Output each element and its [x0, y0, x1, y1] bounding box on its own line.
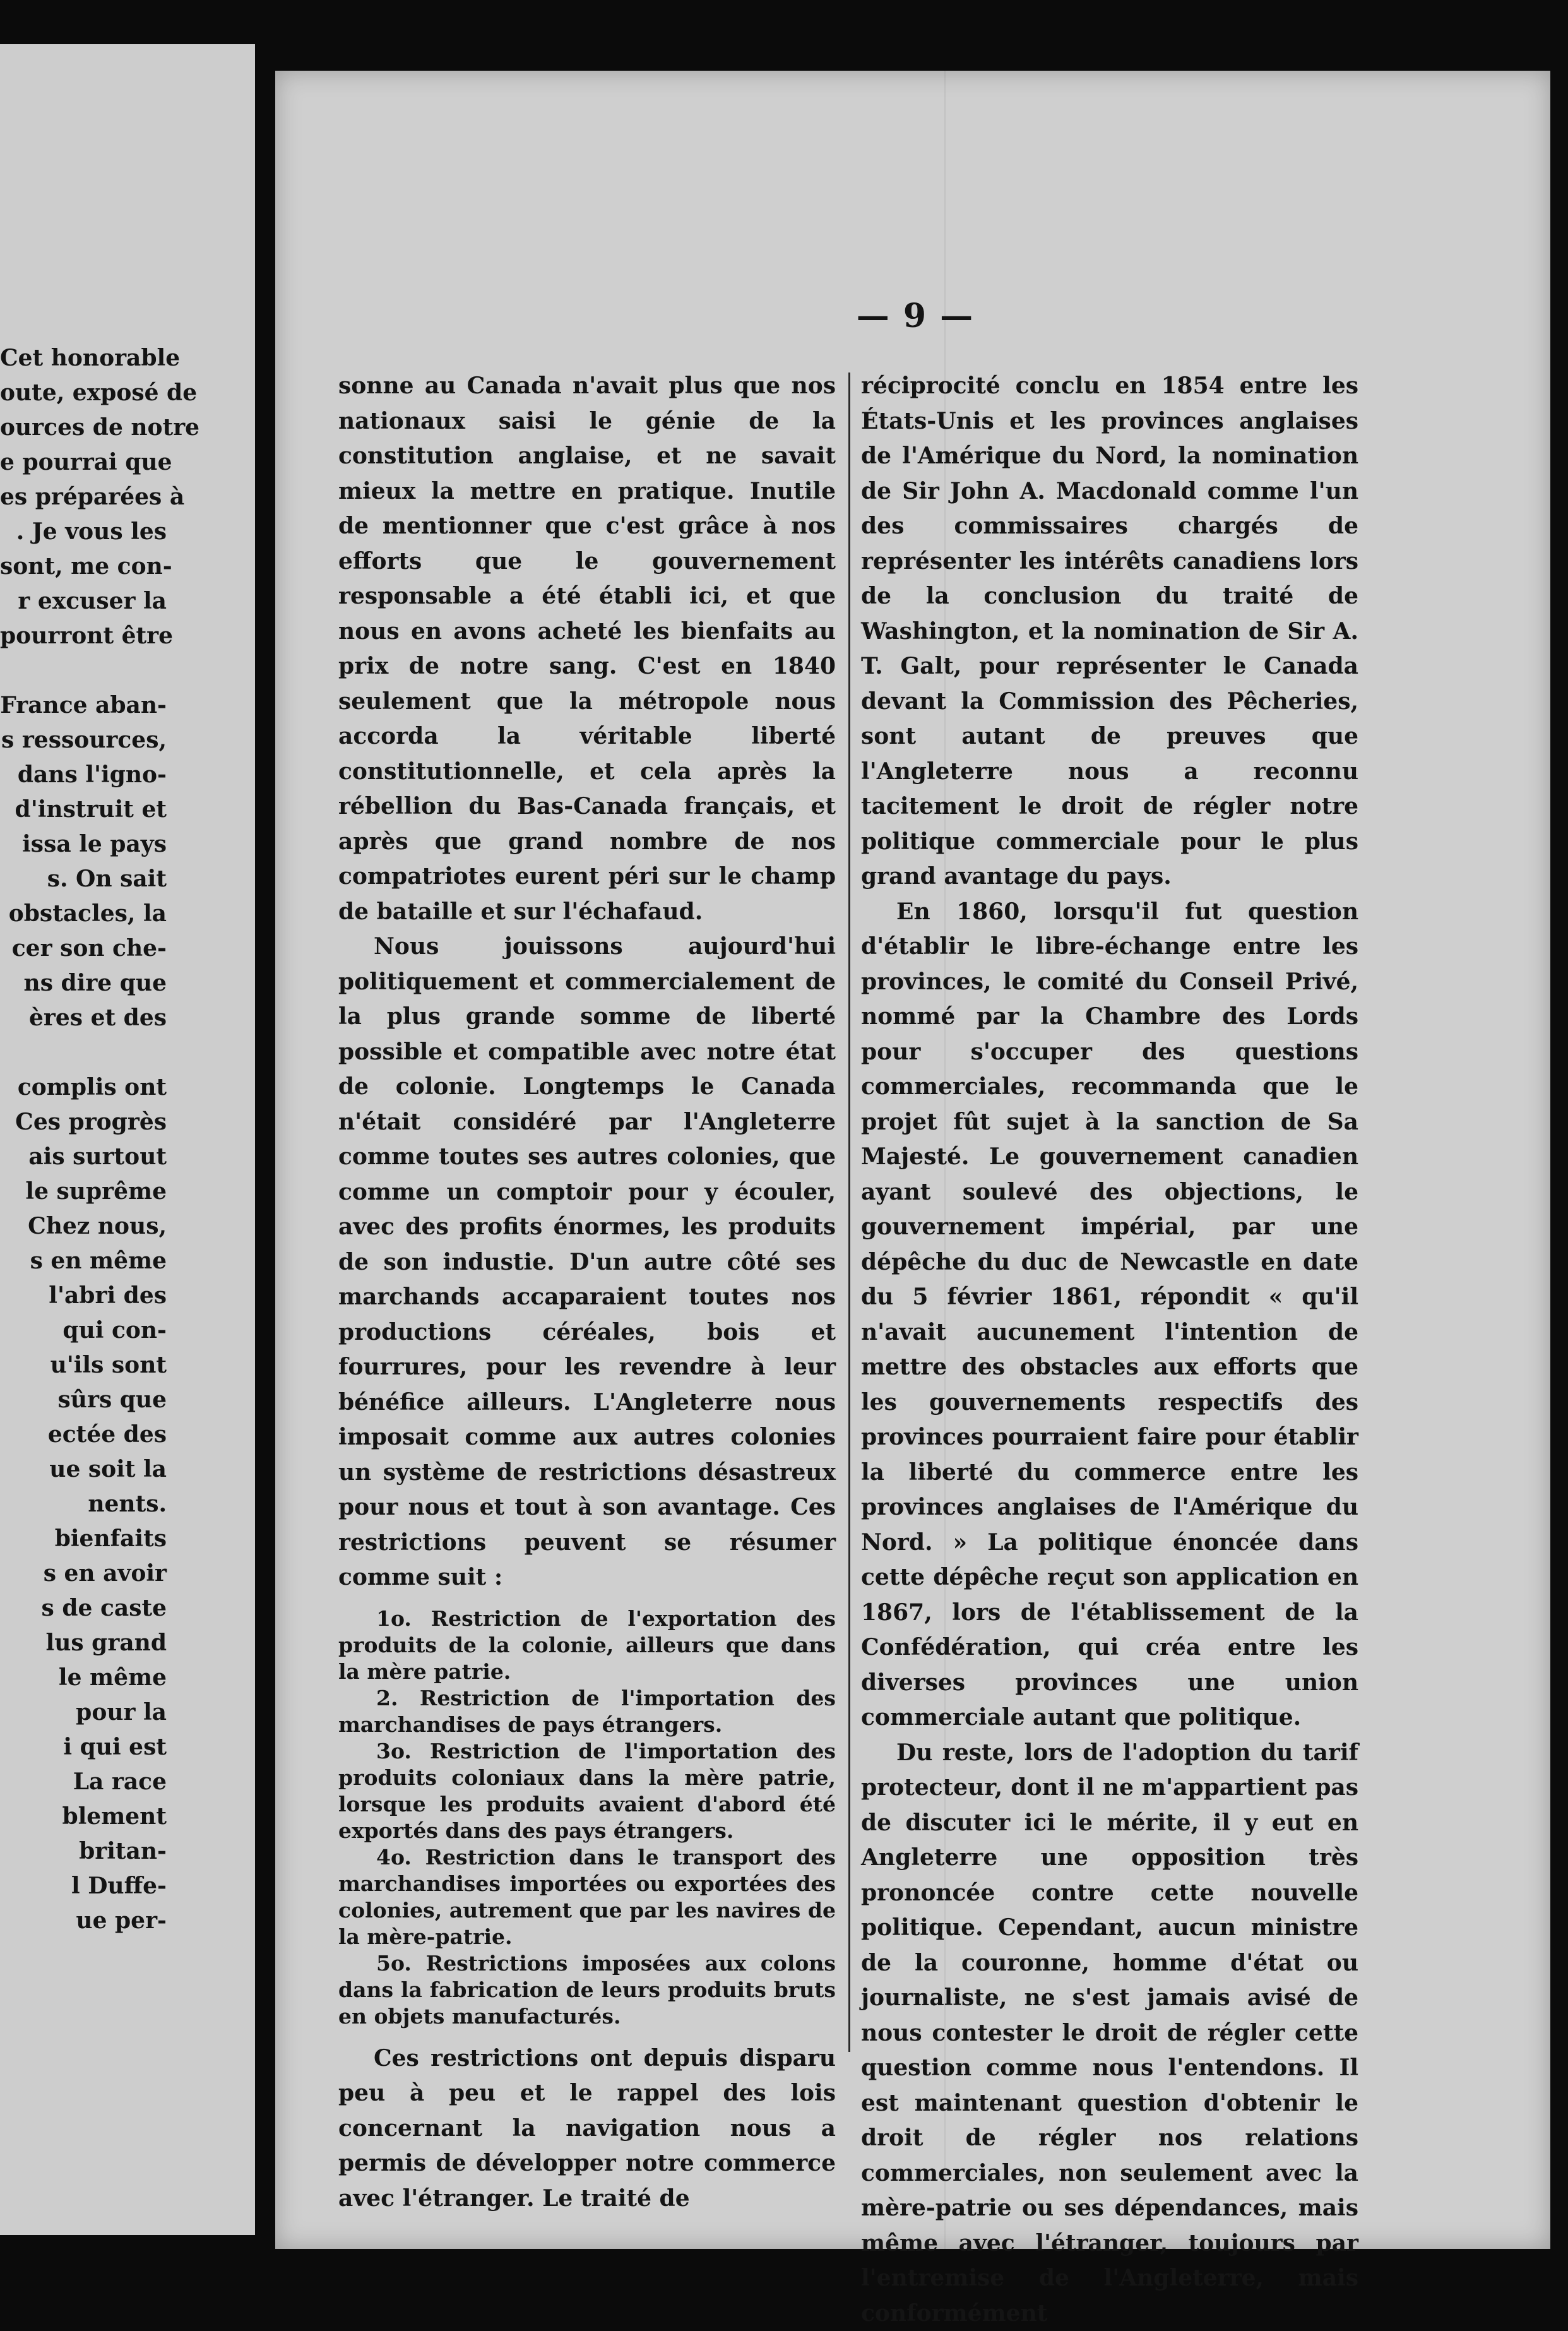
- page-number: — 9 —: [821, 297, 1010, 335]
- fragment-line: blement: [0, 1799, 255, 1834]
- fragment-line: le même: [0, 1660, 255, 1695]
- list-item: 3o. Restriction de l'importation des produits coloniaux dans la mère patrie, lorsque les produits avaient d'abord été exportés dans des pays étrangers.: [338, 1738, 836, 1844]
- fragment-line: oute, exposé de: [0, 376, 255, 410]
- fragment-line: ectée des: [0, 1417, 255, 1452]
- fragment-line: issa le pays: [0, 827, 255, 862]
- list-item: 1o. Restriction de l'exportation des produits de la colonie, ailleurs que dans la mère patrie.: [338, 1606, 836, 1685]
- fragment-line: France aban-: [0, 688, 255, 723]
- fragment-line: e pourrai que: [0, 445, 255, 480]
- fragment-line: qui con-: [0, 1313, 255, 1348]
- fragment-line: ns dire que: [0, 966, 255, 1001]
- fragment-line: le suprême: [0, 1174, 255, 1209]
- fragment-line: [0, 1035, 255, 1070]
- document-page: [275, 71, 1550, 2249]
- fragment-line: . Je vous les: [0, 515, 255, 549]
- fragment-line: s en même: [0, 1244, 255, 1279]
- fragment-line: s en avoir: [0, 1556, 255, 1591]
- fragment-line: r excuser la: [0, 584, 255, 619]
- previous-page-fragment: [0, 44, 255, 2235]
- fragment-line: Chez nous,: [0, 1209, 255, 1244]
- fragment-line: bienfaits: [0, 1522, 255, 1556]
- fragment-line: ue per-: [0, 1904, 255, 1938]
- fragment-line: pourront être: [0, 619, 255, 653]
- paragraph: En 1860, lorsqu'il fut question d'établir le libre-échange entre les provinces, le comité du Conseil Privé, nommé par la Chambre des Lords pour s'occuper des questions commerciales, recommanda que le projet fût sujet à la sanction de Sa Majesté. Le gouvernement canadien ayant soulevé des objections, le gouvernement impérial, par une dépêche du duc de Newcastle en date du 5 février 1861, répondit « qu'il n'avait aucunement l'intention de mettre des obstacles aux efforts que les gouvernements respectifs des provinces pourraient faire pour établir la liberté du commerce entre les provinces anglaises de l'Amérique du Nord. » La politique énoncée dans cette dépêche reçut son application en 1867, lors de l'établissement de la Confédération, qui créa entre les diverses provinces une union commerciale autant que politique.: [861, 895, 1358, 1736]
- fragment-line: s de caste: [0, 1591, 255, 1626]
- fragment-line: [0, 653, 255, 688]
- column-divider: [848, 373, 850, 2052]
- fragment-line: obstacles, la: [0, 897, 255, 931]
- fragment-line: l'abri des: [0, 1279, 255, 1313]
- fragment-line: La race: [0, 1765, 255, 1799]
- list-item: 4o. Restriction dans le transport des marchandises importées ou exportées des colonies, autrement que par les navires de la mère-patrie.: [338, 1844, 836, 1950]
- fragment-line: sont, me con-: [0, 549, 255, 584]
- list-item: 2. Restriction de l'importation des marchandises de pays étrangers.: [338, 1685, 836, 1738]
- fragment-line: ères et des: [0, 1001, 255, 1035]
- paragraph: sonne au Canada n'avait plus que nos nationaux saisi le génie de la constitution anglaise, et ne savait mieux la mettre en pratique. Inutile de mentionner que c'est grâce à nos efforts que le gouvernement responsable a été établi ici, et que nous en avons acheté les bienfaits au prix de notre sang. C'est en 1840 seulement que la métropole nous accorda la véritable liberté constitutionnelle, et cela après la rébellion du Bas-Canada français, et après que grand nombre de nos compatriotes eurent péri sur le champ de bataille et sur l'échafaud.: [338, 369, 836, 929]
- paragraph: Ces restrictions ont depuis disparu peu à peu et le rappel des lois concernant la navigation nous a permis de développer notre commerce avec l'étranger. Le traité de: [338, 2041, 836, 2217]
- fragment-line: lus grand: [0, 1626, 255, 1660]
- fragment-line: britan-: [0, 1834, 255, 1869]
- fragment-line: s. On sait: [0, 862, 255, 897]
- fragment-line: ources de notre: [0, 410, 255, 445]
- fragment-line: i qui est: [0, 1730, 255, 1765]
- fragment-line: dans l'igno-: [0, 758, 255, 792]
- fragment-line: cer son che-: [0, 931, 255, 966]
- fragment-line: complis ont: [0, 1070, 255, 1105]
- fragment-line: es préparées à: [0, 480, 255, 515]
- fragment-line: l Duffe-: [0, 1869, 255, 1904]
- fragment-line: ue soit la: [0, 1452, 255, 1487]
- fragment-line: s ressources,: [0, 723, 255, 758]
- fragment-line: sûrs que: [0, 1383, 255, 1417]
- previous-page-text: [0, 341, 255, 1938]
- paragraph: réciprocité conclu en 1854 entre les États-Unis et les provinces anglaises de l'Amérique du Nord, la nomination de Sir John A. Macdonald comme l'un des commissaires chargés de représenter les intérêts canadiens lors de la conclusion du traité de Washington, et la nomination de Sir A. T. Galt, pour représenter le Canada devant la Commission des Pêcheries, sont autant de preuves que l'Angleterre nous a reconnu tacitement le droit de régler notre politique commerciale pour le plus grand avantage du pays.: [861, 369, 1358, 895]
- fragment-line: Ces progrès: [0, 1105, 255, 1140]
- restrictions-list: [338, 1606, 836, 2030]
- fragment-line: d'instruit et: [0, 792, 255, 827]
- paragraph: Nous jouissons aujourd'hui politiquement et commercialement de la plus grande somme de liberté possible et compatible avec notre état de colonie. Longtemps le Canada n'était considéré par l'Angleterre comme toutes ses autres colonies, que comme un comptoir pour y écouler, avec des profits énormes, les produits de son industie. D'un autre côté ses marchands accaparaient toutes nos productions céréales, bois et fourrures, pour les revendre à leur bénéfice ailleurs. L'Angleterre nous imposait comme aux autres colonies un système de restrictions désastreux pour nous et tout à son avantage. Ces restrictions peuvent se résumer comme suit :: [338, 929, 836, 1595]
- fragment-line: nents.: [0, 1487, 255, 1522]
- fragment-line: u'ils sont: [0, 1348, 255, 1383]
- fragment-line: ais surtout: [0, 1140, 255, 1174]
- fragment-line: Cet honorable: [0, 341, 255, 376]
- list-item: 5o. Restrictions imposées aux colons dans la fabrication de leurs produits bruts en objets manufacturés.: [338, 1950, 836, 2030]
- paragraph: Du reste, lors de l'adoption du tarif protecteur, dont il ne m'appartient pas de discuter ici le mérite, il y eut en Angleterre une opposition très prononcée contre cette nouvelle politique. Cependant, aucun ministre de la couronne, homme d'état ou journaliste, ne s'est jamais avisé de nous contester le droit de régler cette question comme nous l'entendons. Il est maintenant question d'obtenir le droit de régler nos relations commerciales, non seulement avec la mère-patrie ou ses dépendances, mais même avec l'étranger, toujours par l'entremise de l'Angleterre, mais conformément: [861, 1736, 1358, 2331]
- left-column: [338, 369, 836, 2216]
- right-column: [861, 369, 1358, 2331]
- fragment-line: pour la: [0, 1695, 255, 1730]
